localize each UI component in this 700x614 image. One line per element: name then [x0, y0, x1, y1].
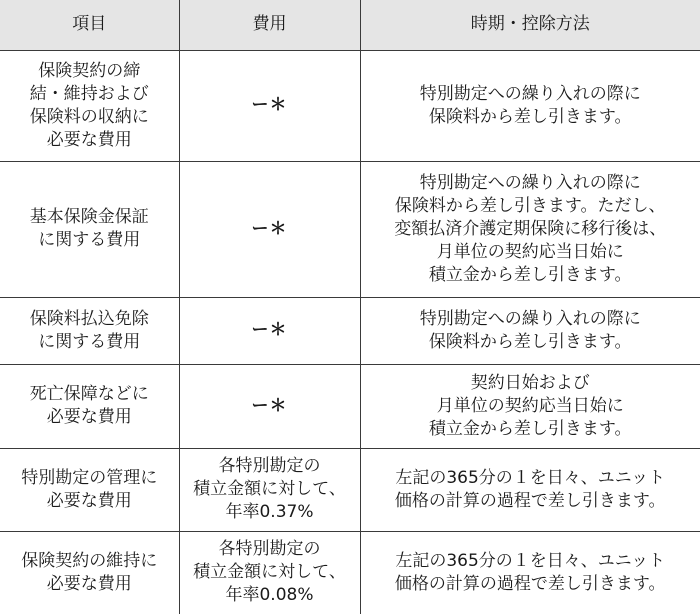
- cost-cell: 各特別勘定の 積立金額に対して、 年率0.08%: [179, 531, 360, 614]
- cost-cell: 各特別勘定の 積立金額に対して、 年率0.37%: [179, 448, 360, 531]
- item-cell: 保険料払込免除 に関する費用: [0, 297, 179, 364]
- timing-cell: 特別勘定への繰り入れの際に 保険料から差し引きます。: [360, 297, 700, 364]
- timing-cell: 特別勘定への繰り入れの際に 保険料から差し引きます。ただし、 変額払済介護定期保険に移行後は、 月単位の契約応当日始に 積立金から差し引きます。: [360, 161, 700, 297]
- table-row: [0, 297, 700, 364]
- item-cell: 保険契約の締 結・維持および 保険料の収納に 必要な費用: [0, 50, 179, 161]
- cost-cell: ー＊: [179, 50, 360, 161]
- table-row: [0, 364, 700, 448]
- table-row: [0, 531, 700, 614]
- timing-cell: 特別勘定への繰り入れの際に 保険料から差し引きます。: [360, 50, 700, 161]
- header-row: [0, 0, 700, 50]
- cost-cell: ー＊: [179, 161, 360, 297]
- timing-cell: 左記の365分の１を日々、ユニット 価格の計算の過程で差し引きます。: [360, 531, 700, 614]
- item-cell: 基本保険金保証 に関する費用: [0, 161, 179, 297]
- timing-cell: 左記の365分の１を日々、ユニット 価格の計算の過程で差し引きます。: [360, 448, 700, 531]
- cost-cell: ー＊: [179, 297, 360, 364]
- item-cell: 死亡保障などに 必要な費用: [0, 364, 179, 448]
- item-cell: 特別勘定の管理に 必要な費用: [0, 448, 179, 531]
- header-item: 項目: [0, 0, 179, 50]
- header-timing: 時期・控除方法: [360, 0, 700, 50]
- cost-cell: ー＊: [179, 364, 360, 448]
- header-cost: 費用: [179, 0, 360, 50]
- timing-cell: 契約日始および 月単位の契約応当日始に 積立金から差し引きます。: [360, 364, 700, 448]
- table-row: [0, 448, 700, 531]
- table-row: [0, 50, 700, 161]
- table-row: [0, 161, 700, 297]
- item-cell: 保険契約の維持に 必要な費用: [0, 531, 179, 614]
